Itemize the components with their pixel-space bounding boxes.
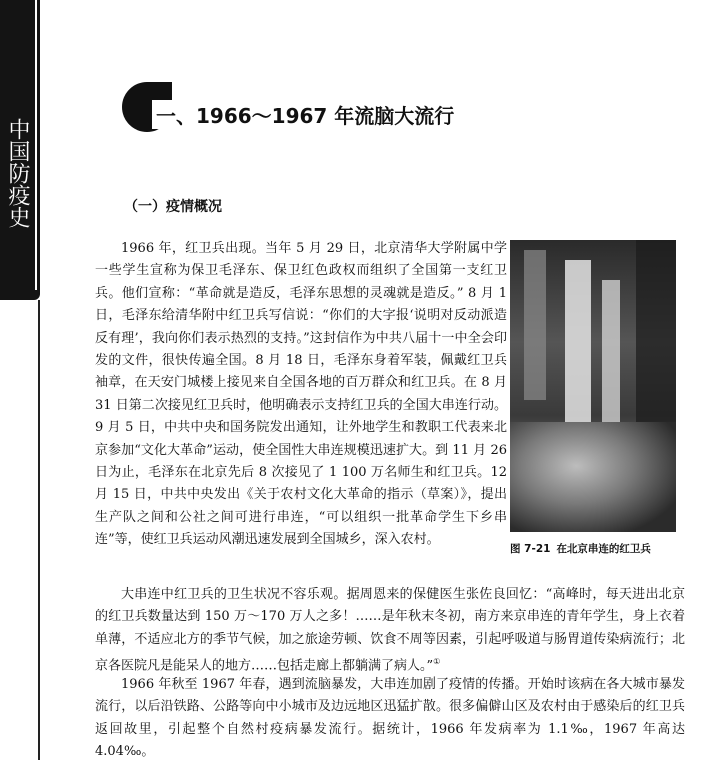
red-guards-photo <box>510 240 676 532</box>
chapter-side-tab <box>0 0 40 300</box>
subsection-title: （一）疫情概况 <box>124 199 222 215</box>
body-paragraph-1 <box>95 238 507 552</box>
paragraph-text: 1966 年，红卫兵出现。当年 5 月 29 日，北京清华大学附属中学一些学生宣称为保卫毛泽东、保卫红色政权而组织了全国第一支红卫兵。他们宣称：“革命就是造反，毛泽东思想的灵魂就是造反。” 8 月 1 日，毛泽东给清华附中红卫兵写信说：“你们的大字报‘说明对反动派造反有理’，我向你们表示热烈的支持。”这封信作为中共八届十一中全会印发的文件，很快传遍全国。8 月 18 日，毛泽东身着军装，佩戴红卫兵袖章，在天安门城楼上接见来自全国各地的百万群众和红卫兵。在 8 月 31 日第二次接见红卫兵时，他明确表示支持红卫兵的全国大串连行动。9 月 5 日，中共中央和国务院发出通知，让外地学生和教职工代表来北京参加“文化大革命”运动，使全国性大串连规模迅速扩大。到 11 月 26 日为止，毛泽东在北京先后 8 次接见了 1 100 万名师生和红卫兵。12 月 15 日，中共中央发出《关于农村文化大革命的指示（草案）》，提出生产队之间和公社之间可进行串连，“可以组织一批革命学生下乡串连”等，使红卫兵运动风潮迅速发展到全国城乡，深入农村。 <box>95 241 507 548</box>
footnote-marker: ① <box>433 657 441 667</box>
figure-label: 图 7-21 <box>510 543 551 555</box>
photo-banner-shape <box>524 250 546 400</box>
figure-caption-text: 在北京串连的红卫兵 <box>556 543 651 555</box>
section-title: 一、1966～1967 年流脑大流行 <box>152 100 454 129</box>
body-paragraph-2 <box>95 584 685 678</box>
paragraph-text-main: 大串连中红卫兵的卫生状况不容乐观。据周恩来的保健医生张佐良回忆：“高峰时，每天进出北京的红卫兵数量达到 150 万～170 万人之多！……是年秋末冬初，南方来京串连的青年学生，身上衣着单薄，不适应北方的季节气候，加之旅途劳顿、饮食不周等因素，引起呼吸道与肠胃道传染病流行；北京各医院凡是能呆人的地方……包括走廊上都躺满了病人。” <box>95 587 685 674</box>
body-paragraph-3 <box>95 674 685 764</box>
paragraph-text: 1966 年秋至 1967 年春，遇到流脑暴发，大串连加剧了疫情的传播。开始时该病在各大城市暴发流行，以后沿铁路、公路等向中小城市及边远地区迅猛扩散。很多偏僻山区及农村由于感染后的红卫兵返回故里，引起整个自然村疫病暴发流行。据统计，1966 年发病率为 1.1‰，1967 年高达 4.04‰。 <box>95 677 685 760</box>
photo-banner-shape <box>602 280 620 430</box>
book-title-vertical: 中国防疫史 <box>5 118 30 228</box>
figure-caption <box>510 541 651 556</box>
margin-rule <box>38 300 40 760</box>
paragraph-text <box>95 584 685 678</box>
photo-crowd-shape <box>510 422 676 532</box>
side-tab-line <box>35 0 37 290</box>
